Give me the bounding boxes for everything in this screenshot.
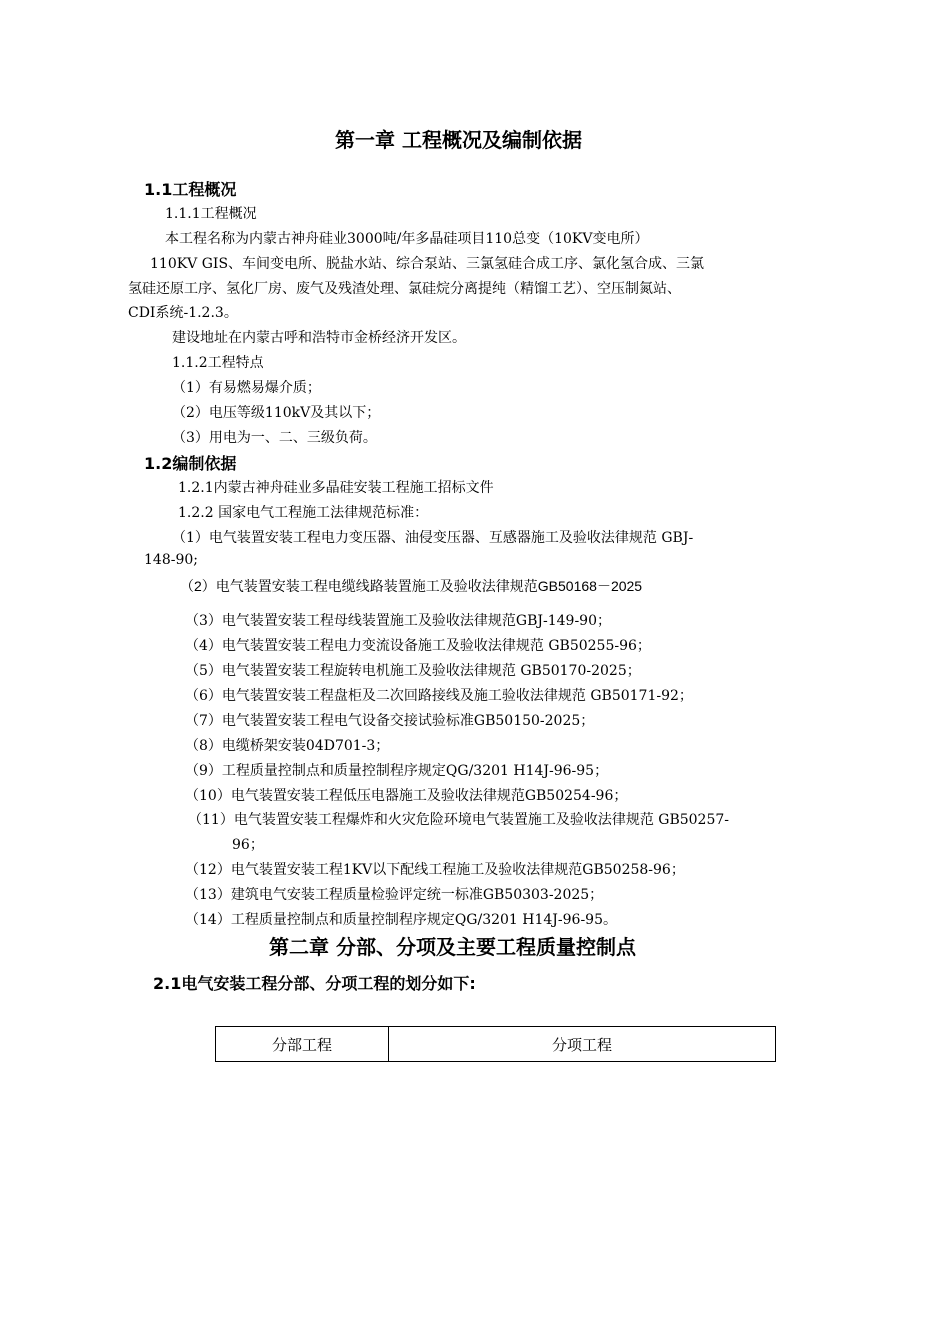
subsection-1-2-2: 1.2.2 国家电气工程施工法律规范标准： bbox=[178, 505, 429, 521]
standard-item-2: （2）电气装置安装工程电缆线路装置施工及验收法律规范GB50168－2025 bbox=[180, 578, 643, 594]
division-table bbox=[215, 1026, 776, 1062]
feature-item: （1）有易燃易爆介质； bbox=[172, 380, 321, 396]
table-header-subitem: 分项工程 bbox=[389, 1027, 776, 1062]
standard-item-10: （10）电气装置安装工程低压电器施工及验收法律规范GB50254-96； bbox=[185, 788, 628, 804]
standard-item-12: （12）电气装置安装工程1KV以下配线工程施工及验收法律规范GB50258-96； bbox=[185, 862, 685, 878]
chapter2-title: 第二章 分部、分项及主要工程质量控制点 bbox=[269, 935, 636, 959]
standard-item-4: （4）电气装置安装工程电力变流设备施工及验收法律规范 GB50255-96； bbox=[185, 638, 651, 654]
project-name-paragraph: 本工程名称为内蒙古神舟硅业3000吨/年多晶硅项目110总变（10KV变电所） bbox=[165, 231, 649, 247]
site-address: 建设地址在内蒙古呼和浩特市金桥经济开发区。 bbox=[172, 330, 466, 346]
subsection-1-1-1: 1.1.1工程概况 bbox=[165, 206, 257, 222]
feature-item: （3）用电为一、二、三级负荷。 bbox=[172, 430, 377, 446]
table-header-division: 分部工程 bbox=[216, 1027, 389, 1062]
subsection-1-2-1: 1.2.1内蒙古神舟硅业多晶硅安装工程施工招标文件 bbox=[178, 480, 494, 496]
table-header-row bbox=[216, 1027, 776, 1062]
section-1-1-heading: 1.1工程概况 bbox=[144, 180, 237, 199]
chapter1-title: 第一章 工程概况及编制依据 bbox=[335, 128, 582, 152]
section-1-2-heading: 1.2编制依据 bbox=[144, 454, 237, 473]
standard-item-7: （7）电气装置安装工程电气设备交接试验标准GB50150-2025； bbox=[185, 713, 595, 729]
standard-item-14: （14）工程质量控制点和质量控制程序规定QG/3201 H14J-96-95。 bbox=[185, 912, 617, 928]
standard-item-3: （3）电气装置安装工程母线装置施工及验收法律规范GBJ-149-90； bbox=[185, 613, 611, 629]
standard-item-1-line-2: 148-90; bbox=[144, 552, 198, 568]
standard-item-6: （6）电气装置安装工程盘柜及二次回路接线及施工验收法律规范 GB50171-92； bbox=[185, 688, 693, 704]
subsection-1-1-2: 1.1.2工程特点 bbox=[172, 355, 264, 371]
scope-line-3: CDI系统-1.2.3。 bbox=[128, 305, 238, 321]
standard-item-11-line-2: 96； bbox=[232, 837, 264, 853]
standard-item-9: （9）工程质量控制点和质量控制程序规定QG/3201 H14J-96-95； bbox=[185, 763, 609, 779]
scope-line-1: 110KV GIS、车间变电所、脱盐水站、综合泵站、三氯氢硅合成工序、氯化氢合成、三氯 bbox=[150, 256, 705, 272]
feature-item: （2）电压等级110kV及其以下； bbox=[172, 405, 381, 421]
standard-item-5: （5）电气装置安装工程旋转电机施工及验收法律规范 GB50170-2025； bbox=[185, 663, 641, 679]
section-2-1-heading: 2.1电气安装工程分部、分项工程的划分如下: bbox=[153, 974, 476, 993]
standard-item-1-line-1: （1）电气装置安装工程电力变压器、油侵变压器、互感器施工及验收法律规范 GBJ- bbox=[172, 530, 694, 546]
standard-item-13: （13）建筑电气安装工程质量检验评定统一标准GB50303-2025； bbox=[185, 887, 604, 903]
standard-item-8: （8）电缆桥架安装04D701-3； bbox=[185, 738, 390, 754]
standard-item-11-line-1: （11）电气装置安装工程爆炸和火灾危险环境电气装置施工及验收法律规范 GB50257- bbox=[188, 812, 730, 828]
scope-line-2: 氢硅还原工序、氢化厂房、废气及残渣处理、氯硅烷分离提纯（精馏工艺）、空压制氮站、 bbox=[128, 281, 681, 297]
